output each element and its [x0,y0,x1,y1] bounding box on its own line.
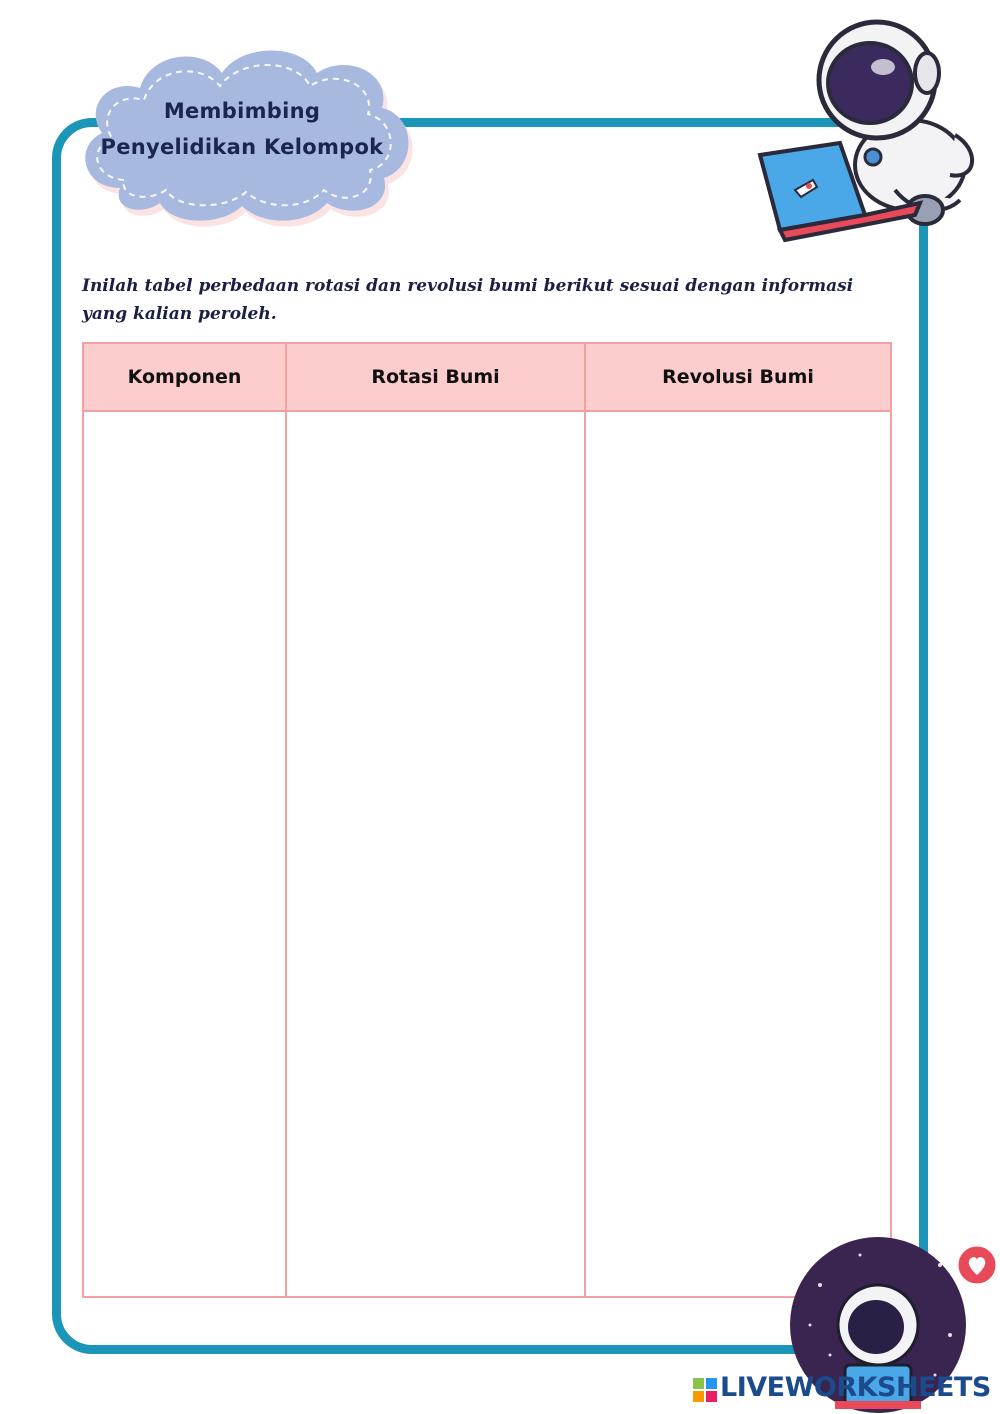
brand-text: LIVEWORKSHEETS [720,1372,991,1403]
column-header-rotasi: Rotasi Bumi [286,343,585,411]
cell-revolusi[interactable] [585,411,891,1297]
table-row [83,411,891,1297]
cell-komponen[interactable] [83,411,286,1297]
title-line-1: Membimbing [163,99,321,123]
instruction-text: Inilah tabel perbedaan rotasi dan revolusi bumi berikut sesuai dengan informasi yang kalian peroleh. [82,276,854,324]
column-header-komponen: Komponen [83,343,286,411]
liveworksheets-logo-icon [693,1378,717,1402]
title-cloud [72,38,422,228]
cell-rotasi[interactable] [286,411,585,1297]
title-line-2: Penyelidikan Kelompok [100,135,384,159]
astronaut-laptop-icon [755,15,990,245]
comparison-table [82,342,892,1298]
table-header-row [83,343,891,411]
column-header-revolusi: Revolusi Bumi [585,343,891,411]
